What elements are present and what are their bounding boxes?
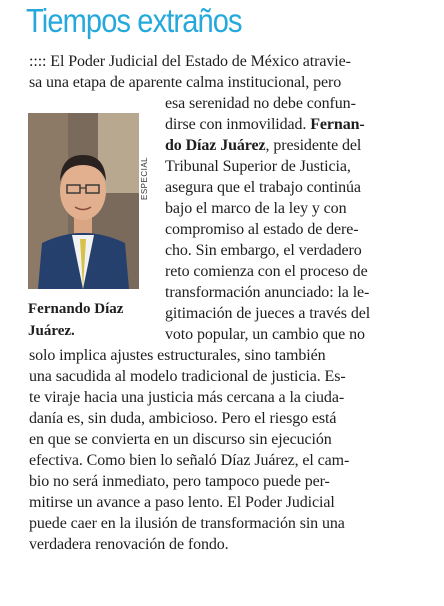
portrait-photo	[28, 113, 139, 289]
photo-credit: ESPECIAL	[140, 156, 149, 200]
body-line-with-name	[165, 114, 365, 135]
body-line: :::: El Poder Judicial del Estado de México atravie-	[29, 53, 351, 70]
person-name: do Díaz Juárez	[165, 137, 266, 154]
body-line: gitimación de jueces a través del	[165, 305, 371, 322]
body-line: esa serenidad no debe confun-	[165, 95, 356, 112]
body-line: reto comienza con el proceso de	[165, 263, 368, 280]
photo-caption: Fernando Díaz Juárez.	[28, 301, 124, 339]
body-line: sa una etapa de aparente calma institucional, pero	[29, 74, 342, 91]
body-line: una sacudida al modelo tradicional de justicia. Es-	[29, 368, 346, 385]
body-line: voto popular, un cambio que no	[165, 326, 365, 343]
body-line: solo implica ajustes estructurales, sino también	[29, 347, 326, 364]
body-line: puede caer en la ilusión de transformación sin una	[29, 515, 345, 532]
body-line: bio no será inmediato, pero tampoco puede per-	[29, 473, 330, 490]
body-line: danía es, sin duda, ambicioso. Pero el riesgo está	[29, 410, 337, 427]
body-text: dirse con inmovilidad.	[165, 116, 307, 133]
person-name: Fernan-	[310, 116, 365, 133]
body-line: te viraje hacia una justicia más cercana a la ciuda-	[29, 389, 345, 406]
body-line: compromiso al estado de dere-	[165, 221, 359, 238]
body-line: asegura que el trabajo continúa	[165, 179, 361, 196]
body-line: en que se convierta en un discurso sin ejecución	[29, 431, 332, 448]
body-line: verdadera renovación de fondo.	[29, 536, 229, 553]
body-line: bajo el marco de la ley y con	[165, 200, 347, 217]
body-line: cho. Sin embargo, el verdadero	[165, 242, 362, 259]
headline: Tiempos extraños	[26, 2, 242, 39]
body-text: , presidente del	[265, 137, 362, 154]
body-line: efectiva. Como bien lo señaló Díaz Juárez, el cam-	[29, 452, 350, 469]
body-line: mitirse un avance a paso lento. El Poder Judicial	[29, 494, 335, 511]
body-line: Tribunal Superior de Justicia,	[165, 158, 351, 175]
body-line-with-name	[165, 135, 361, 156]
body-line: transformación anunciado: la le-	[165, 284, 370, 301]
